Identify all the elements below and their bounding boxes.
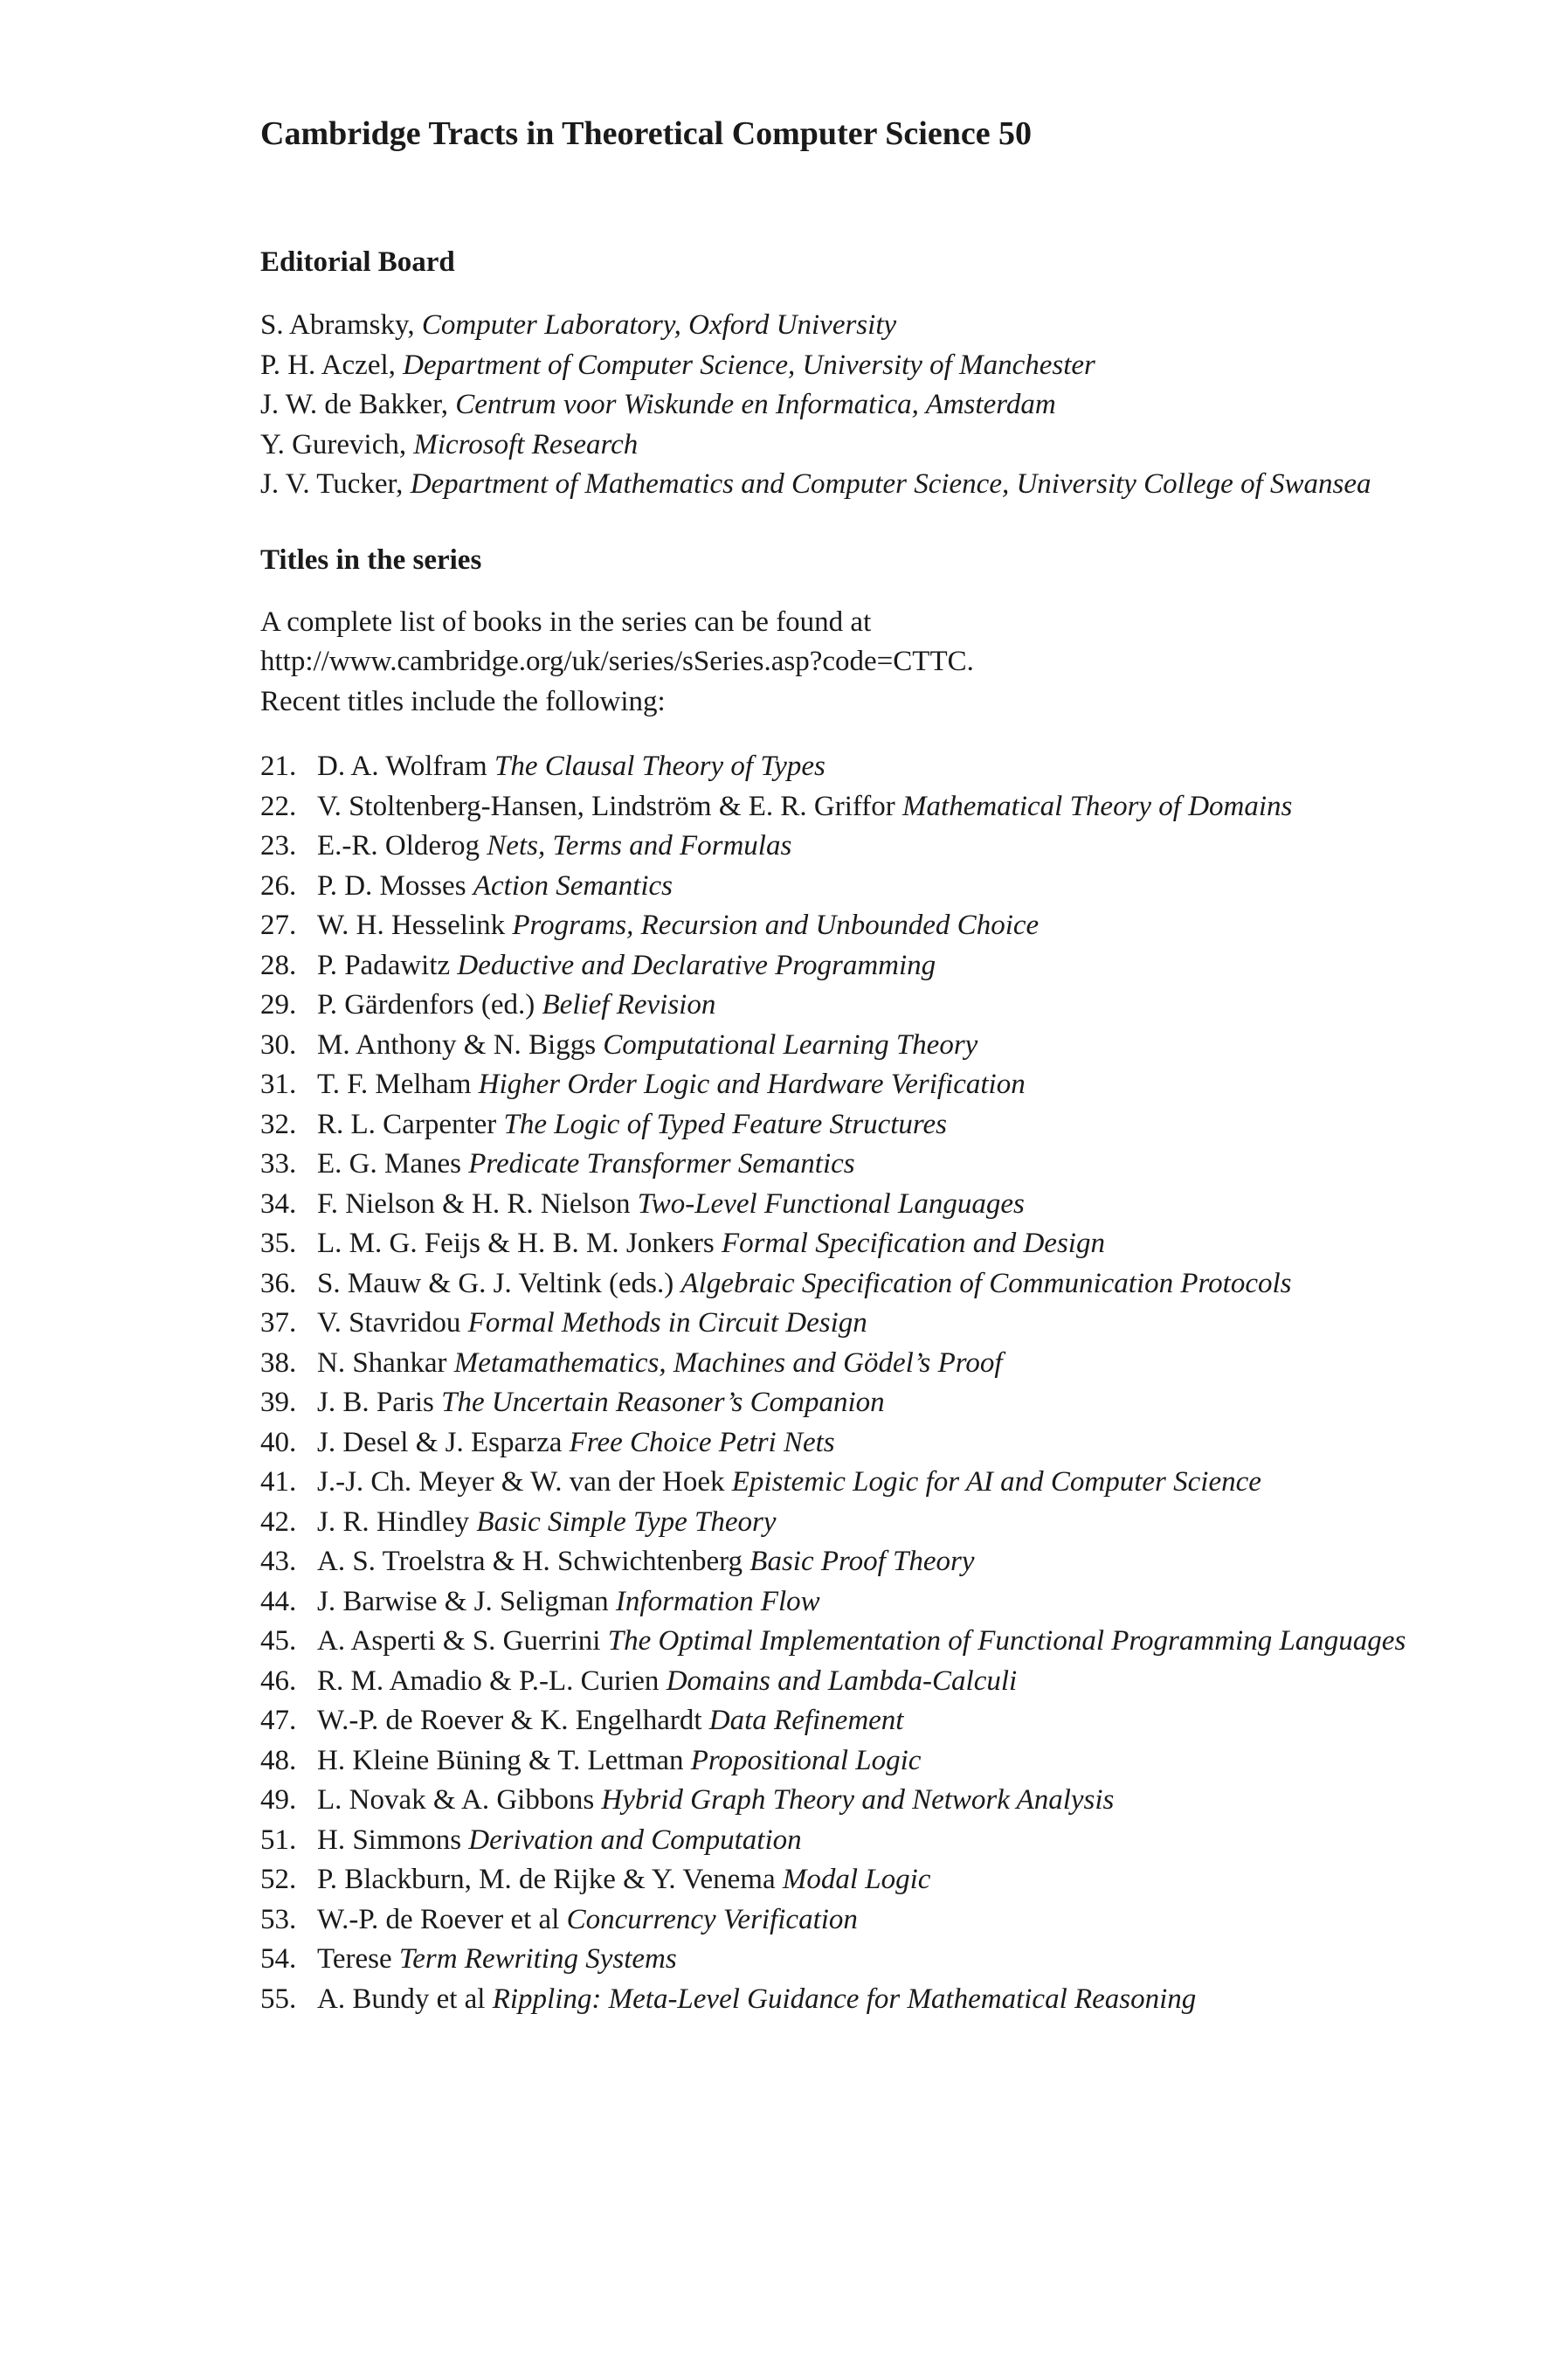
series-page xyxy=(260,114,1422,2019)
book-title: Free Choice Petri Nets xyxy=(569,1426,835,1458)
book-title: Action Semantics xyxy=(473,869,673,902)
title-list-item xyxy=(260,1423,1422,1464)
title-authors: N. Shankar xyxy=(317,1346,447,1379)
title-authors: J. Desel & J. Esparza xyxy=(317,1426,563,1458)
title-number: 46. xyxy=(260,1664,297,1697)
title-number: 48. xyxy=(260,1744,297,1776)
book-title: Belief Revision xyxy=(542,989,716,1021)
title-list-item xyxy=(260,827,1422,867)
title-number: 22. xyxy=(260,790,297,822)
title-authors: H. Simmons xyxy=(317,1824,462,1856)
title-authors: J. B. Paris xyxy=(317,1387,434,1418)
series-url: http://www.cambridge.org/uk/series/sSeries.asp?code=CTTC. xyxy=(260,646,974,677)
book-title: Domains and Lambda-Calculi xyxy=(666,1664,1018,1697)
title-number: 52. xyxy=(260,1864,297,1895)
book-title: Epistemic Logic for AI and Computer Science xyxy=(731,1466,1261,1498)
title-authors: A. Asperti & S. Guerrini xyxy=(317,1625,601,1657)
member-affiliation: Department of Computer Science, University of Manchester xyxy=(403,349,1095,381)
title-number: 53. xyxy=(260,1903,297,1935)
title-number: 37. xyxy=(260,1307,297,1339)
title-authors: W.-P. de Roever & K. Engelhardt xyxy=(317,1705,702,1736)
member-affiliation: Department of Mathematics and Computer Science, University College of Swansea xyxy=(410,468,1371,500)
title-list-item xyxy=(260,946,1422,986)
title-list-item xyxy=(260,1264,1422,1305)
title-authors: Terese xyxy=(317,1943,392,1975)
title-number: 54. xyxy=(260,1943,297,1975)
book-title: Mathematical Theory of Domains xyxy=(902,790,1293,822)
title-list-item xyxy=(260,1145,1422,1185)
board-member xyxy=(260,385,1422,426)
title-list xyxy=(260,747,1422,2019)
title-list-item xyxy=(260,1185,1422,1225)
title-list-item xyxy=(260,1860,1422,1900)
title-list-item xyxy=(260,1900,1422,1941)
member-affiliation: Computer Laboratory, Oxford University xyxy=(421,309,897,341)
book-title: Modal Logic xyxy=(782,1864,931,1895)
book-title: The Optimal Implementation of Functional Programming Languages xyxy=(607,1625,1406,1657)
book-title: Concurrency Verification xyxy=(566,1903,858,1935)
title-number: 23. xyxy=(260,830,297,862)
title-list-item xyxy=(260,1781,1422,1821)
title-authors: J. Barwise & J. Seligman xyxy=(317,1585,609,1617)
title-list-item xyxy=(260,1741,1422,1782)
book-title: Rippling: Meta-Level Guidance for Mathematical Reasoning xyxy=(492,1983,1197,2015)
intro-line: A complete list of books in the series can be found at xyxy=(260,606,872,638)
book-title: Programs, Recursion and Unbounded Choice xyxy=(512,910,1040,941)
title-authors: R. L. Carpenter xyxy=(317,1108,497,1140)
book-title: Basic Proof Theory xyxy=(749,1546,975,1577)
title-number: 31. xyxy=(260,1069,297,1100)
title-list-item xyxy=(260,1383,1422,1423)
board-member xyxy=(260,346,1422,386)
book-title: Algebraic Specification of Communication Protocols xyxy=(680,1267,1292,1299)
title-number: 39. xyxy=(260,1387,297,1418)
book-title: The Logic of Typed Feature Structures xyxy=(503,1108,947,1140)
title-list-item xyxy=(260,1463,1422,1503)
title-list-item xyxy=(260,906,1422,946)
title-number: 40. xyxy=(260,1426,297,1458)
book-title: Computational Learning Theory xyxy=(603,1028,978,1061)
series-title: Cambridge Tracts in Theoretical Computer Science 50 xyxy=(260,115,1033,152)
title-authors: R. M. Amadio & P.-L. Curien xyxy=(317,1664,660,1697)
title-list-item xyxy=(260,1503,1422,1543)
title-authors: M. Anthony & N. Biggs xyxy=(317,1028,597,1061)
member-name: P. H. Aczel, xyxy=(260,349,396,381)
title-list-item xyxy=(260,1304,1422,1344)
editorial-board-list xyxy=(260,306,1422,505)
book-title: Basic Simple Type Theory xyxy=(476,1505,777,1538)
title-list-item xyxy=(260,1662,1422,1702)
book-title: Nets, Terms and Formulas xyxy=(487,830,792,862)
member-name: J. V. Tucker, xyxy=(260,468,404,500)
title-number: 34. xyxy=(260,1187,297,1220)
member-name: S. Abramsky, xyxy=(260,309,415,341)
title-authors: E.-R. Olderog xyxy=(317,830,480,862)
book-title: Propositional Logic xyxy=(690,1744,922,1776)
board-member xyxy=(260,306,1422,346)
title-list-item xyxy=(260,1622,1422,1662)
title-authors: P. Gärdenfors (ed.) xyxy=(317,989,535,1021)
title-number: 33. xyxy=(260,1148,297,1180)
title-authors: W.-P. de Roever et al xyxy=(317,1903,560,1935)
series-intro xyxy=(260,603,1422,723)
title-authors: E. G. Manes xyxy=(317,1148,461,1180)
book-title: The Uncertain Reasoner’s Companion xyxy=(441,1387,885,1418)
title-authors: H. Kleine Büning & T. Lettman xyxy=(317,1744,684,1776)
title-list-item xyxy=(260,1940,1422,1980)
title-list-item xyxy=(260,1542,1422,1582)
book-title: Metamathematics, Machines and Gödel’s Proof xyxy=(453,1346,1003,1379)
title-authors: F. Nielson & H. R. Nielson xyxy=(317,1187,631,1220)
title-authors: V. Stoltenberg-Hansen, Lindström & E. R. Griffor xyxy=(317,790,895,822)
title-authors: S. Mauw & G. J. Veltink (eds.) xyxy=(317,1267,674,1299)
title-authors: D. A. Wolfram xyxy=(317,751,487,782)
title-number: 49. xyxy=(260,1784,297,1816)
title-authors: W. H. Hesselink xyxy=(317,910,506,941)
title-authors: A. S. Troelstra & H. Schwichtenberg xyxy=(317,1546,743,1577)
member-name: Y. Gurevich, xyxy=(260,428,407,460)
title-list-item xyxy=(260,1821,1422,1861)
title-authors: P. Padawitz xyxy=(317,949,451,981)
title-number: 29. xyxy=(260,989,297,1021)
book-title: Predicate Transformer Semantics xyxy=(468,1148,855,1180)
title-list-item xyxy=(260,1224,1422,1264)
book-title: Hybrid Graph Theory and Network Analysis xyxy=(601,1784,1115,1816)
member-name: J. W. de Bakker, xyxy=(260,389,448,420)
title-list-item xyxy=(260,1344,1422,1384)
title-authors: P. D. Mosses xyxy=(317,869,466,902)
titles-heading: Titles in the series xyxy=(260,543,482,576)
book-title: The Clausal Theory of Types xyxy=(494,751,825,782)
title-list-item xyxy=(260,1980,1422,2020)
book-title: Deductive and Declarative Programming xyxy=(457,949,936,981)
title-number: 45. xyxy=(260,1625,297,1657)
title-list-item xyxy=(260,1701,1422,1741)
title-number: 51. xyxy=(260,1824,297,1856)
title-number: 32. xyxy=(260,1108,297,1140)
title-number: 27. xyxy=(260,910,297,941)
title-number: 41. xyxy=(260,1466,297,1498)
title-list-item xyxy=(260,986,1422,1026)
title-authors: V. Stavridou xyxy=(317,1307,461,1339)
board-member xyxy=(260,465,1422,505)
title-number: 42. xyxy=(260,1505,297,1538)
book-title: Term Rewriting Systems xyxy=(398,1943,677,1975)
title-number: 26. xyxy=(260,869,297,902)
title-authors: L. M. G. Feijs & H. B. M. Jonkers xyxy=(317,1228,715,1259)
book-title: Two-Level Functional Languages xyxy=(637,1187,1025,1220)
title-authors: P. Blackburn, M. de Rijke & Y. Venema xyxy=(317,1864,776,1895)
title-number: 47. xyxy=(260,1705,297,1736)
book-title: Higher Order Logic and Hardware Verification xyxy=(478,1069,1026,1100)
intro-line: Recent titles include the following: xyxy=(260,685,666,717)
title-number: 36. xyxy=(260,1267,297,1299)
book-title: Data Refinement xyxy=(708,1705,904,1736)
title-number: 44. xyxy=(260,1585,297,1617)
title-list-item xyxy=(260,747,1422,787)
title-list-item xyxy=(260,1065,1422,1105)
book-title: Formal Specification and Design xyxy=(721,1228,1105,1259)
title-number: 30. xyxy=(260,1028,297,1061)
editorial-board-heading: Editorial Board xyxy=(260,246,455,278)
member-affiliation: Microsoft Research xyxy=(413,428,639,460)
title-authors: A. Bundy et al xyxy=(317,1983,486,2015)
title-number: 21. xyxy=(260,751,297,782)
title-number: 43. xyxy=(260,1546,297,1577)
title-authors: J.-J. Ch. Meyer & W. van der Hoek xyxy=(317,1466,725,1498)
title-number: 55. xyxy=(260,1983,297,2015)
book-title: Information Flow xyxy=(615,1585,820,1617)
board-member xyxy=(260,426,1422,466)
title-authors: T. F. Melham xyxy=(317,1069,472,1100)
book-title: Formal Methods in Circuit Design xyxy=(467,1307,867,1339)
title-number: 28. xyxy=(260,949,297,981)
title-number: 38. xyxy=(260,1346,297,1379)
title-authors: L. Novak & A. Gibbons xyxy=(317,1784,595,1816)
title-list-item xyxy=(260,1582,1422,1623)
title-number: 35. xyxy=(260,1228,297,1259)
title-list-item xyxy=(260,867,1422,907)
title-list-item xyxy=(260,1026,1422,1066)
title-authors: J. R. Hindley xyxy=(317,1505,470,1538)
title-list-item xyxy=(260,1105,1422,1145)
member-affiliation: Centrum voor Wiskunde en Informatica, Amsterdam xyxy=(455,389,1056,420)
book-title: Derivation and Computation xyxy=(468,1824,802,1856)
title-list-item xyxy=(260,787,1422,827)
